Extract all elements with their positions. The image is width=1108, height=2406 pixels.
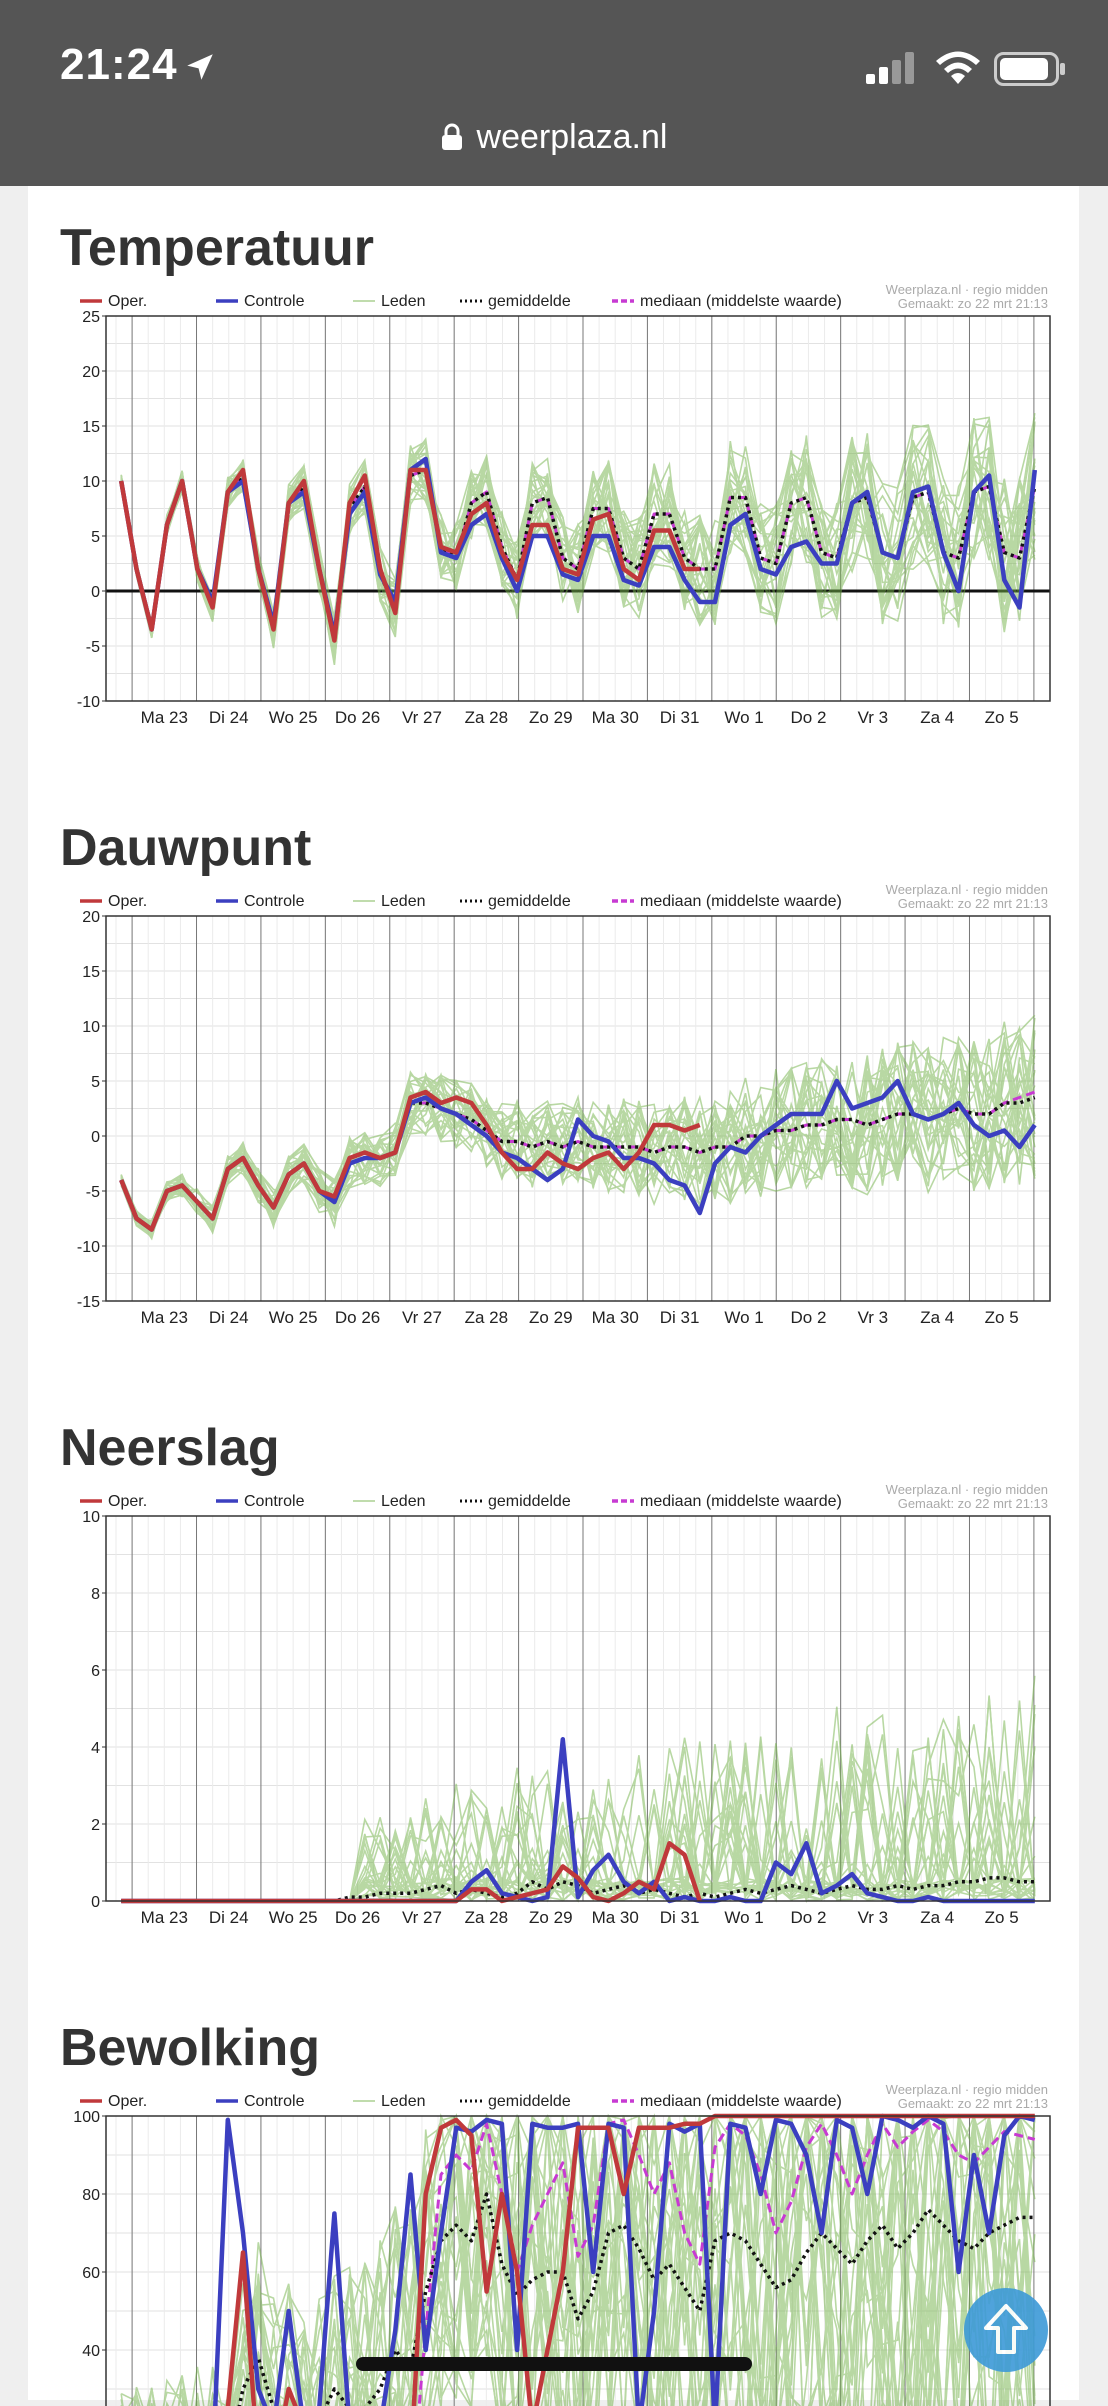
legend-label-mediaan: mediaan (middelste waarde) xyxy=(640,1493,842,1510)
legend-label-mediaan: mediaan (middelste waarde) xyxy=(640,293,842,310)
x-tick-label: Di 24 xyxy=(208,1308,249,1327)
chart-legend xyxy=(80,2093,842,2110)
chart-dauwpunt xyxy=(28,882,1079,1327)
x-tick-label: Ma 23 xyxy=(140,1308,188,1327)
x-tick-label: Ma 30 xyxy=(591,1908,639,1927)
legend-label-controle: Controle xyxy=(244,293,305,310)
x-tick-label: Ma 23 xyxy=(140,1908,188,1927)
x-tick-label: Za 28 xyxy=(464,708,509,727)
x-tick-label: Zo 5 xyxy=(984,1908,1019,1927)
x-tick-label: Za 4 xyxy=(920,1908,955,1927)
x-tick-label: Vr 27 xyxy=(401,1908,442,1927)
legend-label-oper: Oper. xyxy=(108,293,148,310)
x-tick-label: Za 4 xyxy=(920,1308,955,1327)
x-tick-label: Vr 27 xyxy=(401,708,442,727)
legend-label-leden: Leden xyxy=(381,293,426,310)
leden-member-line xyxy=(121,1697,1035,1901)
x-tick-label: Vr 27 xyxy=(401,1308,442,1327)
x-tick-label: Ma 30 xyxy=(591,708,639,727)
arrow-up-icon xyxy=(964,2288,1048,2372)
y-tick-label: 0 xyxy=(91,584,100,601)
y-tick-label: 10 xyxy=(82,1509,100,1526)
y-tick-label: -5 xyxy=(85,639,100,656)
legend-label-gemiddelde: gemiddelde xyxy=(488,893,571,910)
x-tick-label: Wo 1 xyxy=(724,1308,764,1327)
section-title-temperatuur: Temperatuur xyxy=(60,219,374,277)
legend-label-mediaan: mediaan (middelste waarde) xyxy=(640,2093,842,2110)
y-tick-label: 20 xyxy=(82,364,100,381)
page-content xyxy=(28,186,1079,2400)
y-tick-label: -10 xyxy=(76,694,100,711)
y-tick-label: 60 xyxy=(82,2265,100,2282)
y-tick-label: 5 xyxy=(91,1074,100,1091)
y-tick-label: 0 xyxy=(91,1129,100,1146)
x-tick-label: Zo 5 xyxy=(984,1308,1019,1327)
leden-members xyxy=(121,1676,1035,1901)
x-tick-label: Zo 29 xyxy=(529,1908,573,1927)
x-tick-label: Di 24 xyxy=(208,1908,249,1927)
x-tick-label: Wo 25 xyxy=(268,1908,318,1927)
chart-temperatuur xyxy=(28,282,1079,727)
x-tick-label: Za 28 xyxy=(464,1308,509,1327)
leden-member-line xyxy=(121,1701,1035,1902)
location-arrow-icon xyxy=(183,50,217,84)
x-tick-label: Di 31 xyxy=(659,708,700,727)
x-tick-label: Di 31 xyxy=(659,1308,700,1327)
legend-label-controle: Controle xyxy=(244,2093,305,2110)
legend-label-leden: Leden xyxy=(381,2093,426,2110)
x-tick-label: Zo 29 xyxy=(529,708,573,727)
x-tick-label: Wo 1 xyxy=(724,708,764,727)
y-tick-label: 15 xyxy=(82,964,100,981)
y-tick-label: 0 xyxy=(91,1894,100,1911)
chart-made-label: Gemaakt: zo 22 mrt 21:13 xyxy=(897,296,1048,311)
y-tick-label: -15 xyxy=(76,1294,100,1311)
leden-member-line xyxy=(121,1035,1035,1234)
chart-source-label: Weerplaza.nl · regio midden xyxy=(885,1482,1048,1497)
x-tick-label: Di 31 xyxy=(659,1908,700,1927)
chart-source-label: Weerplaza.nl · regio midden xyxy=(885,282,1048,297)
y-tick-label: 5 xyxy=(91,529,100,546)
section-title-bewolking: Bewolking xyxy=(60,2019,321,2077)
chart-neerslag-svg xyxy=(28,1482,1079,1927)
y-tick-label: -10 xyxy=(76,1239,100,1256)
x-tick-label: Vr 3 xyxy=(857,1908,889,1927)
chart-legend xyxy=(80,293,842,310)
x-tick-label: Di 24 xyxy=(208,708,249,727)
legend-label-controle: Controle xyxy=(244,1493,305,1510)
x-tick-label: Wo 25 xyxy=(268,708,318,727)
y-tick-label: 4 xyxy=(91,1740,100,1757)
section-title-neerslag: Neerslag xyxy=(60,1419,280,1477)
leden-member-line xyxy=(121,1696,1035,1902)
x-tick-label: Do 26 xyxy=(334,1308,381,1327)
x-tick-label: Do 26 xyxy=(334,708,381,727)
y-tick-label: 100 xyxy=(73,2109,100,2126)
chart-source-label: Weerplaza.nl · regio midden xyxy=(885,2082,1048,2097)
x-tick-label: Do 2 xyxy=(790,1308,827,1327)
legend-label-leden: Leden xyxy=(381,1493,426,1510)
x-tick-label: Do 26 xyxy=(334,1908,381,1927)
x-tick-label: Do 2 xyxy=(790,708,827,727)
leden-members xyxy=(121,413,1035,665)
status-time: 21:24 xyxy=(60,40,178,89)
x-tick-label: Za 28 xyxy=(464,1908,509,1927)
y-tick-label: 10 xyxy=(82,1019,100,1036)
chart-dauwpunt-svg xyxy=(28,882,1079,1327)
y-tick-label: -5 xyxy=(85,1184,100,1201)
y-tick-label: 10 xyxy=(82,474,100,491)
chart-made-label: Gemaakt: zo 22 mrt 21:13 xyxy=(897,2096,1048,2111)
x-tick-label: Za 4 xyxy=(920,708,955,727)
chart-source-label: Weerplaza.nl · regio midden xyxy=(885,882,1048,897)
x-tick-label: Ma 30 xyxy=(591,1308,639,1327)
chart-temperatuur-svg xyxy=(28,282,1079,727)
chart-made-label: Gemaakt: zo 22 mrt 21:13 xyxy=(897,1496,1048,1511)
chart-legend xyxy=(80,1493,842,1510)
cell-signal-icon xyxy=(866,52,918,84)
legend-label-gemiddelde: gemiddelde xyxy=(488,293,571,310)
x-tick-label: Wo 25 xyxy=(268,1308,318,1327)
x-tick-label: Ma 23 xyxy=(140,708,188,727)
home-indicator xyxy=(356,2357,752,2371)
chart-made-label: Gemaakt: zo 22 mrt 21:13 xyxy=(897,896,1048,911)
legend-label-oper: Oper. xyxy=(108,893,148,910)
x-tick-label: Do 2 xyxy=(790,1908,827,1927)
battery-icon xyxy=(994,52,1066,86)
url-text: weerplaza.nl xyxy=(476,118,668,156)
y-tick-label: 25 xyxy=(82,309,100,326)
chart-legend xyxy=(80,893,842,910)
lock-icon xyxy=(441,123,463,151)
leden-member-line xyxy=(121,1044,1035,1234)
y-tick-label: 15 xyxy=(82,419,100,436)
x-tick-label: Wo 1 xyxy=(724,1908,764,1927)
section-title-dauwpunt: Dauwpunt xyxy=(60,819,312,877)
legend-label-gemiddelde: gemiddelde xyxy=(488,1493,571,1510)
legend-label-oper: Oper. xyxy=(108,1493,148,1510)
y-tick-label: 80 xyxy=(82,2187,100,2204)
chart-neerslag xyxy=(28,1482,1079,1927)
scroll-to-top-button[interactable] xyxy=(964,2288,1048,2372)
legend-label-controle: Controle xyxy=(244,893,305,910)
wifi-icon xyxy=(934,50,982,86)
y-tick-label: 20 xyxy=(82,909,100,926)
y-tick-label: 8 xyxy=(91,1586,100,1603)
address-bar[interactable] xyxy=(0,118,1108,157)
legend-label-mediaan: mediaan (middelste waarde) xyxy=(640,893,842,910)
legend-label-gemiddelde: gemiddelde xyxy=(488,2093,571,2110)
x-tick-label: Zo 5 xyxy=(984,708,1019,727)
y-tick-label: 40 xyxy=(82,2343,100,2360)
y-tick-label: 2 xyxy=(91,1817,100,1834)
x-tick-label: Vr 3 xyxy=(857,708,889,727)
y-tick-label: 6 xyxy=(91,1663,100,1680)
leden-member-line xyxy=(121,1033,1035,1236)
x-tick-label: Zo 29 xyxy=(529,1308,573,1327)
legend-label-leden: Leden xyxy=(381,893,426,910)
x-tick-label: Vr 3 xyxy=(857,1308,889,1327)
browser-status-bar xyxy=(0,0,1108,186)
legend-label-oper: Oper. xyxy=(108,2093,148,2110)
